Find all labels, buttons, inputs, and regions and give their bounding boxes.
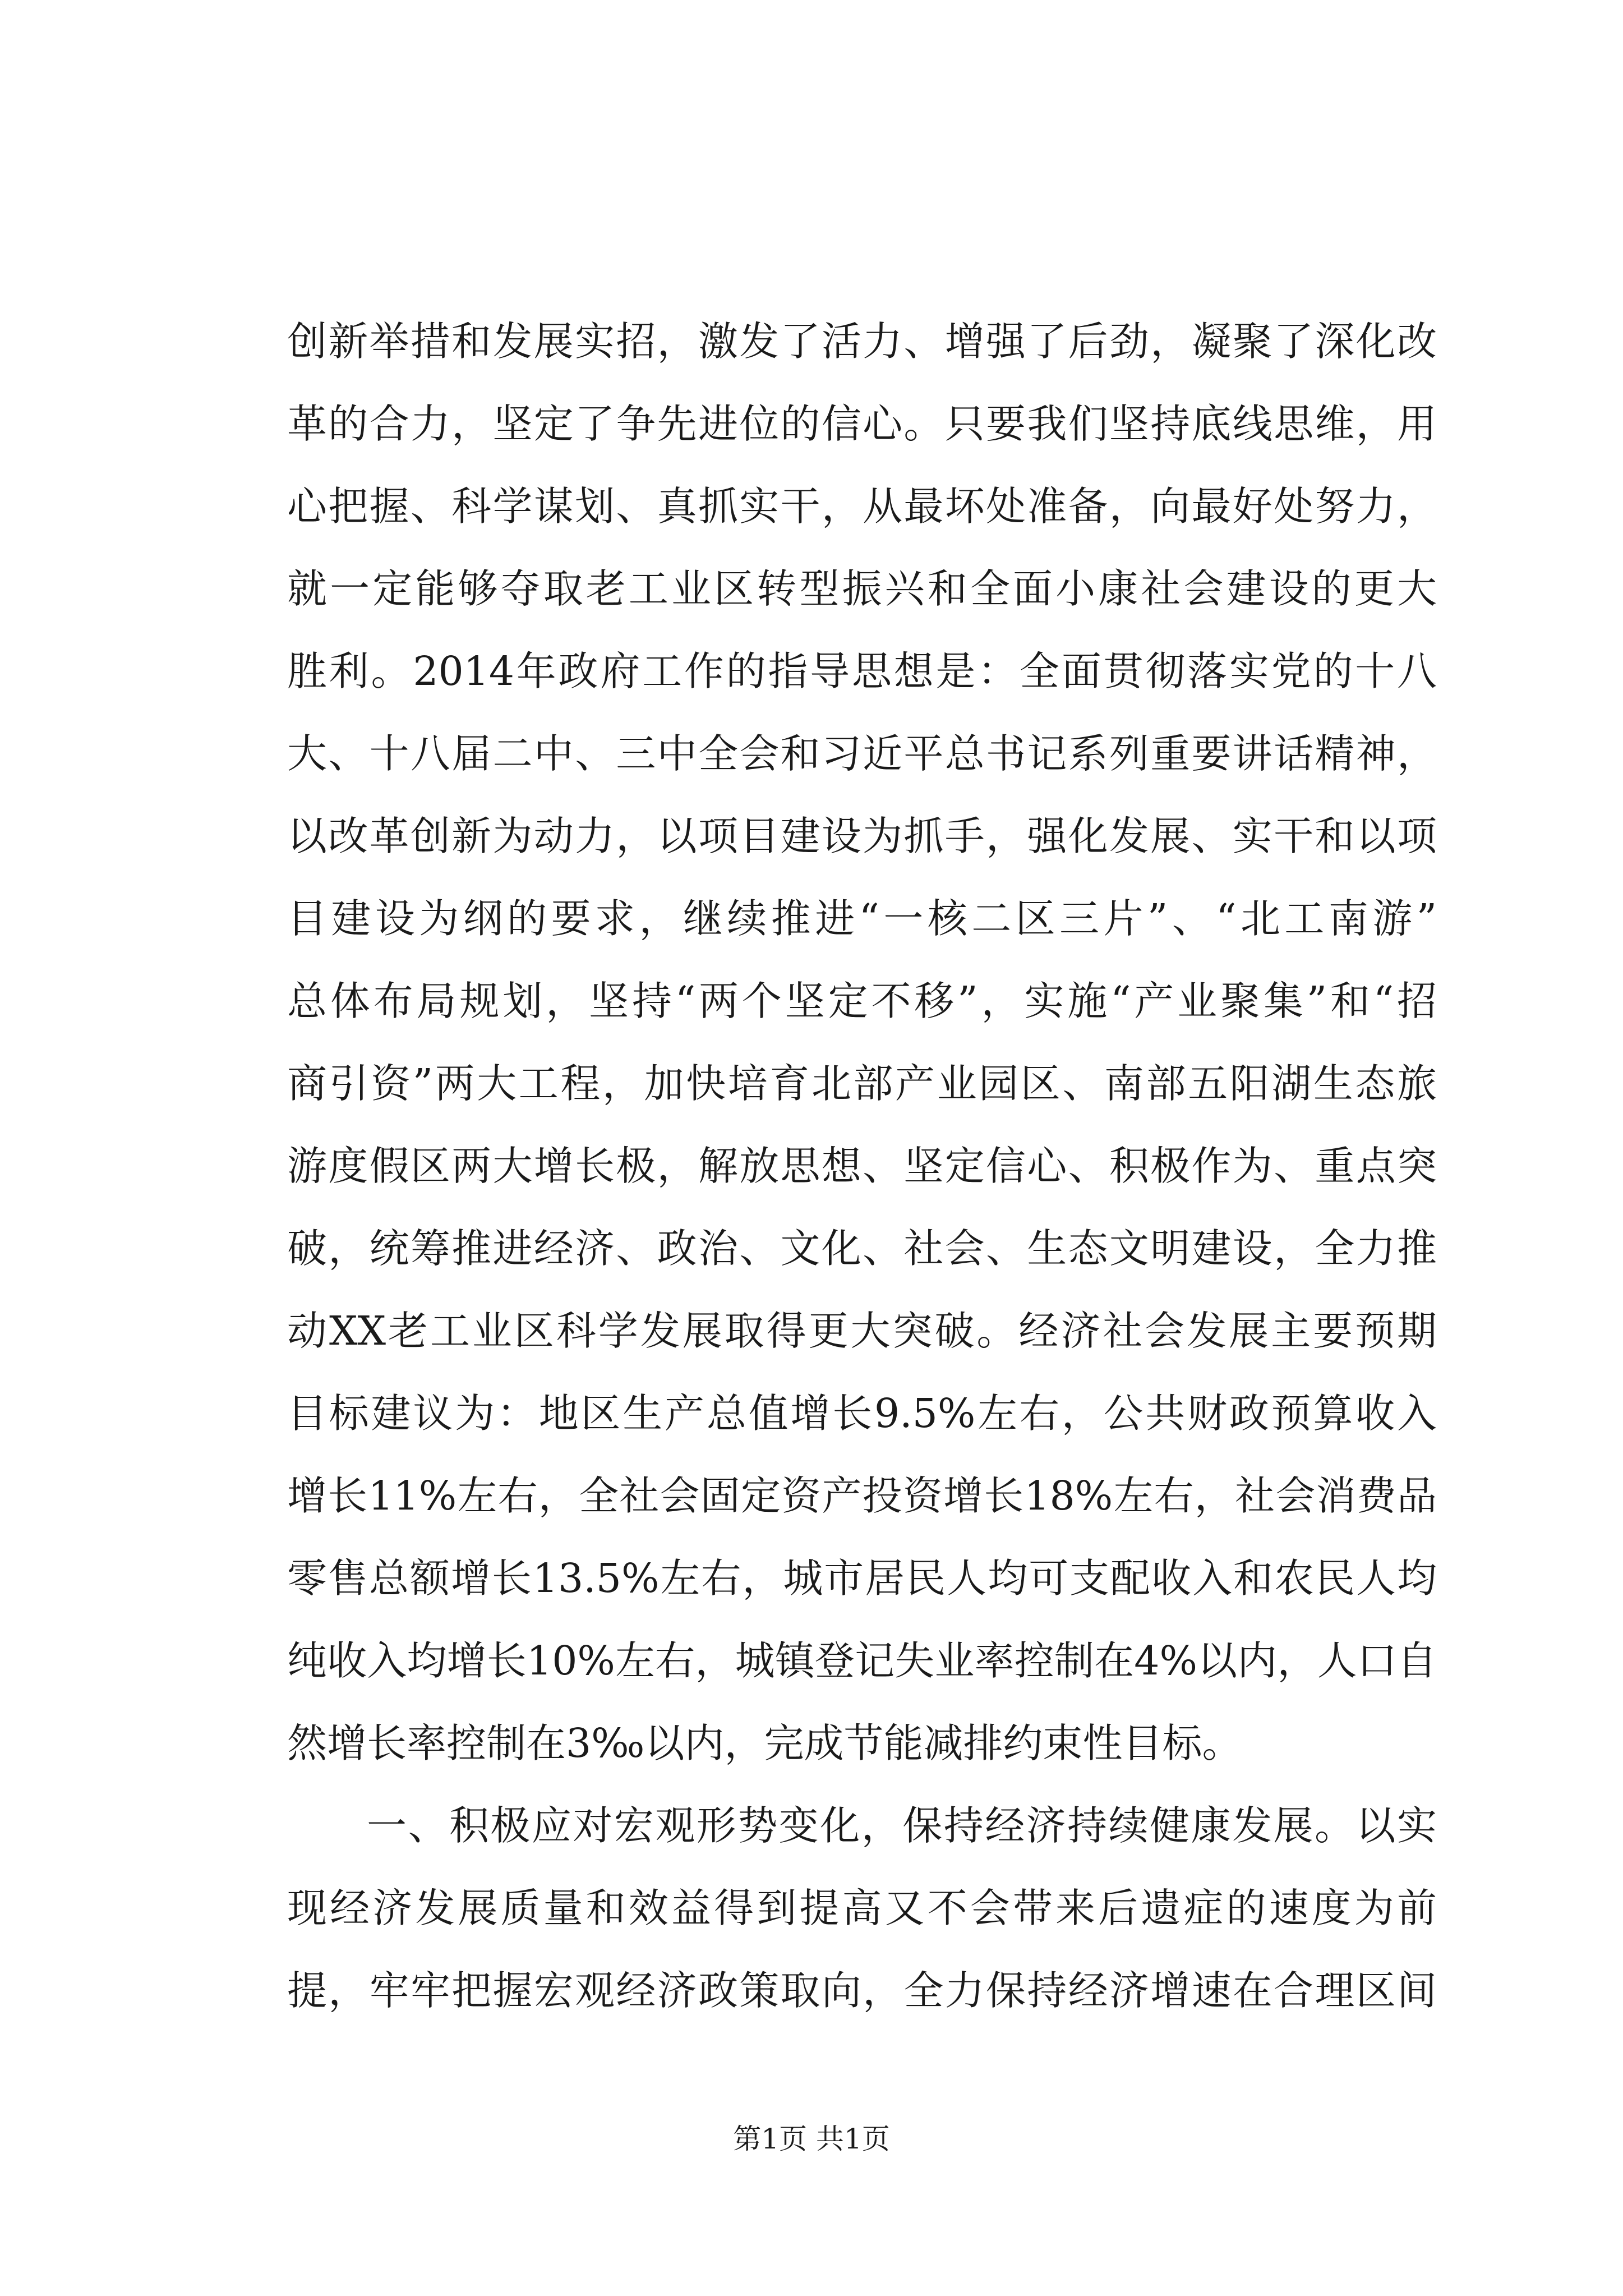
text-line-7: 以改革创新为动力，以项目建设为抓手，强化发展、实干和以项 xyxy=(287,813,1437,859)
body-text xyxy=(287,300,1437,2032)
text-line-20: 现经济发展质量和效益得到提高又不会带来后遗症的速度为前 xyxy=(287,1885,1437,1931)
text-line-4: 就一定能够夺取老工业区转型振兴和全面小康社会建设的更大 xyxy=(287,565,1437,612)
text-line-12: 破，统筹推进经济、政治、文化、社会、生态文明建设，全力推 xyxy=(287,1225,1437,1272)
text-line-13: 动XX老工业区科学发展取得更大突破。经济社会发展主要预期 xyxy=(287,1308,1437,1354)
text-line-19: 一、积极应对宏观形势变化，保持经济持续健康发展。以实 xyxy=(367,1802,1437,1849)
text-line-11: 游度假区两大增长极，解放思想、坚定信心、积极作为、重点突 xyxy=(287,1143,1437,1189)
text-line-3: 心把握、科学谋划、真抓实干，从最坏处准备，向最好处努力， xyxy=(287,483,1437,530)
page-footer: 第1页 共1页 xyxy=(733,2123,890,2155)
text-line-17: 纯收入均增长10%左右，城镇登记失业率控制在4%以内，人口自 xyxy=(287,1637,1437,1684)
text-line-14: 目标建议为：地区生产总值增长9.5%左右，公共财政预算收入 xyxy=(287,1390,1437,1437)
text-line-2: 革的合力，坚定了争先进位的信心。只要我们坚持底线思维，用 xyxy=(287,401,1437,447)
text-line-8: 目建设为纲的要求，继续推进“一核二区三片”、“北工南游” xyxy=(287,895,1437,942)
text-line-1: 创新举措和发展实招，激发了活力、增强了后劲，凝聚了深化改 xyxy=(287,318,1437,365)
text-line-5: 胜利。2014年政府工作的指导思想是：全面贯彻落实党的十八 xyxy=(287,648,1437,694)
text-line-18: 然增长率控制在3‰以内，完成节能减排约束性目标。 xyxy=(287,1720,1242,1766)
text-line-9: 总体布局规划，坚持“两个坚定不移”，实施“产业聚集”和“招 xyxy=(287,978,1437,1024)
text-line-6: 大、十八届二中、三中全会和习近平总书记系列重要讲话精神， xyxy=(287,730,1437,777)
text-line-16: 零售总额增长13.5%左右，城市居民人均可支配收入和农民人均 xyxy=(287,1555,1437,1602)
text-line-10: 商引资”两大工程，加快培育北部产业园区、南部五阳湖生态旅 xyxy=(287,1060,1437,1107)
text-line-15: 增长11%左右，全社会固定资产投资增长18%左右，社会消费品 xyxy=(287,1473,1437,1519)
text-line-21: 提，牢牢把握宏观经济政策取向，全力保持经济增速在合理区间 xyxy=(287,1967,1437,2014)
